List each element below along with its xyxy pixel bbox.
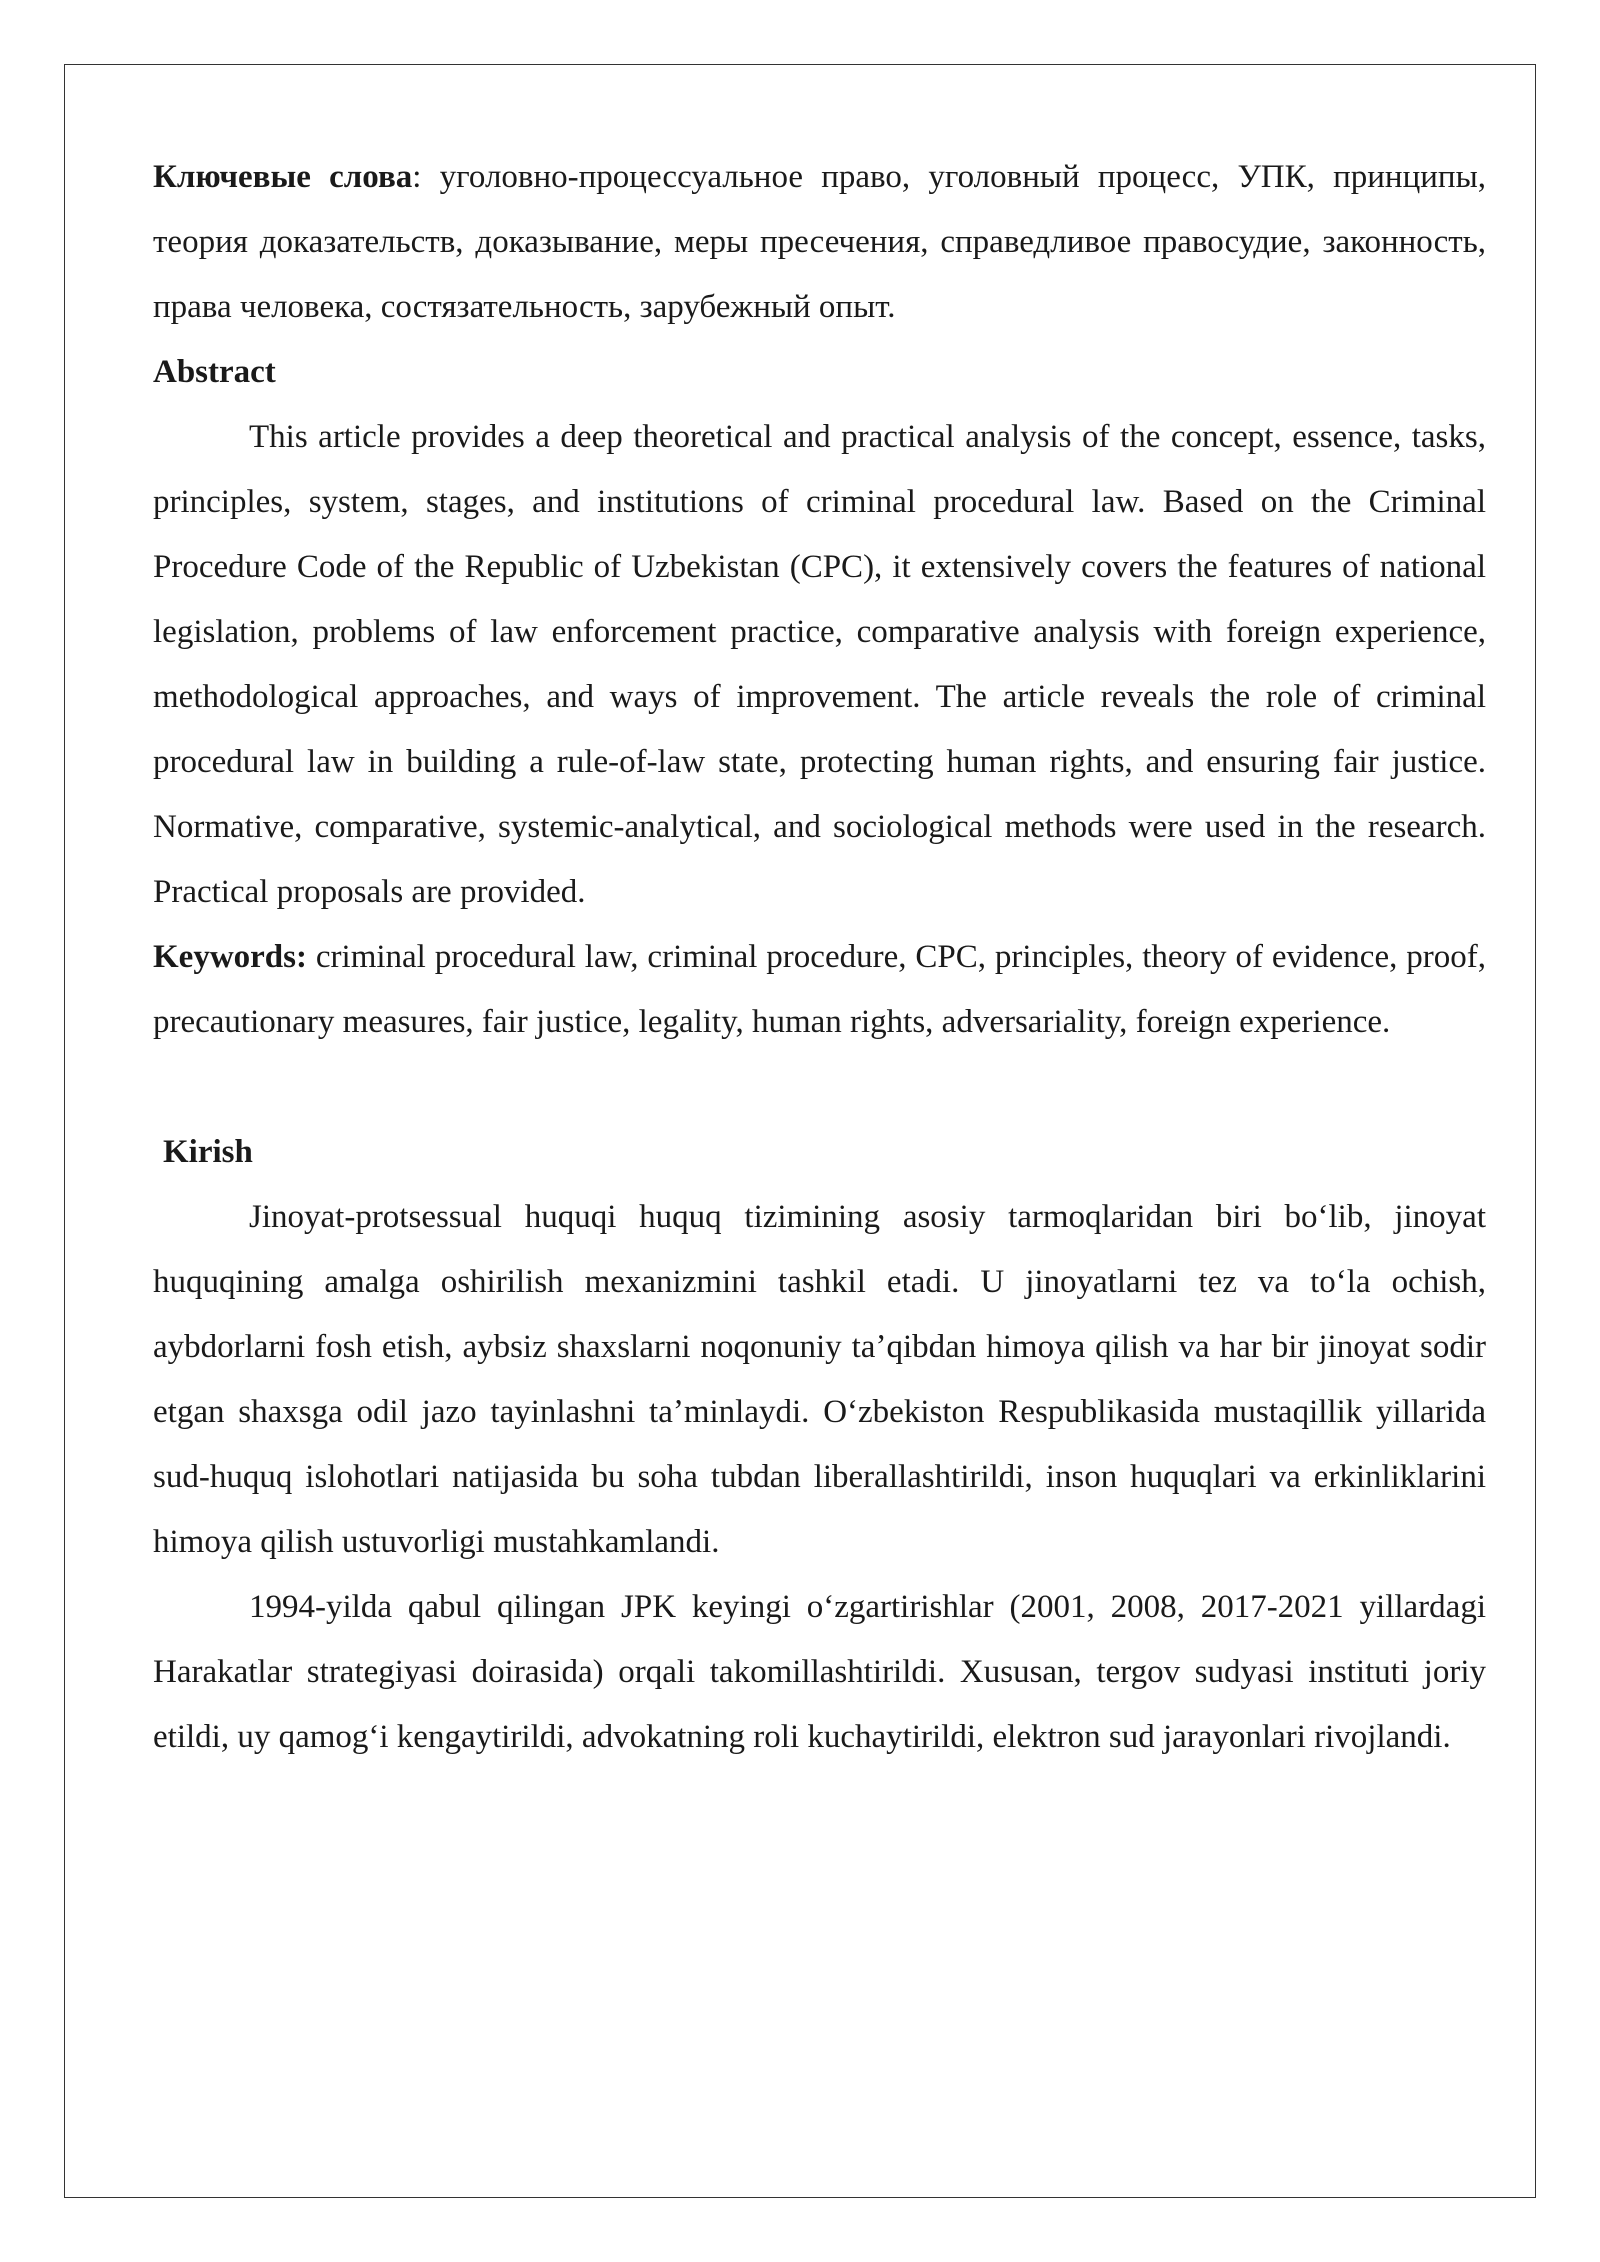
abstract-heading: Abstract bbox=[153, 354, 276, 390]
introduction-paragraph-1: Jinoyat-protsessual huquqi huquq tizimining asosiy tarmoqlaridan biri boʻlib, jinoyat huquqining amalga oshirilish mexanizmini tashkil etadi. U jinoyatlarni tez va toʻla ochish, aybdorlarni fosh etish, aybsiz shaxslarni noqonuniy taʼqibdan himoya qilish va har bir jinoyat sodir etgan shaxsga odil jazo tayinlashni taʼminlaydi. Oʻzbekiston Respublikasida mustaqillik yillarida sud-huquq islohotlari natijasida bu soha tubdan liberallashtirildi, inson huquqlari va erkinliklarini himoya qilish ustuvorligi mustahkamlandi. bbox=[153, 1199, 1486, 1560]
introduction-paragraph-2: 1994-yilda qabul qilingan JPK keyingi oʻzgartirishlar (2001, 2008, 2017-2021 yillardagi Harakatlar strategiyasi doirasida) orqali takomillashtirildi. Xususan, tergov sudyasi instituti joriy etildi, uy qamogʻi kengaytirildi, advokatning roli kuchaytirildi, elektron sud jarayonlari rivojlandi. bbox=[153, 1589, 1486, 1755]
blank-line bbox=[153, 1055, 1486, 1120]
document-body bbox=[153, 145, 1486, 1770]
ru-keywords-paragraph bbox=[153, 145, 1486, 340]
introduction-heading: Kirish bbox=[163, 1134, 253, 1170]
ru-keywords-text: уголовно-процессуальное право, уголовный процесс, УПК, принципы, теория доказательств, доказывание, меры пресечения, справедливое правосудие, законность, права человека, состязательность, зарубежный опыт. bbox=[153, 159, 1486, 325]
en-keywords-label: Keywords: bbox=[153, 939, 307, 975]
en-keywords-paragraph bbox=[153, 925, 1486, 1055]
ru-keywords-separator: : bbox=[412, 159, 422, 195]
abstract-body: This article provides a deep theoretical and practical analysis of the concept, essence, tasks, principles, system, stages, and institutions of criminal procedural law. Based on the Criminal Procedure Code of the Republic of Uzbekistan (CPC), it extensively covers the features of national legislation, problems of law enforcement practice, comparative analysis with foreign experience, methodological approaches, and ways of improvement. The article reveals the role of criminal procedural law in building a rule-of-law state, protecting human rights, and ensuring fair justice. Normative, comparative, systemic-analytical, and sociological methods were used in the research. Practical proposals are provided. bbox=[153, 419, 1486, 910]
ru-keywords-label: Ключевые слова bbox=[153, 159, 413, 195]
en-keywords-text: criminal procedural law, criminal procedure, CPC, principles, theory of evidence, proof, precautionary measures, fair justice, legality, human rights, adversariality, foreign experience. bbox=[153, 939, 1486, 1040]
